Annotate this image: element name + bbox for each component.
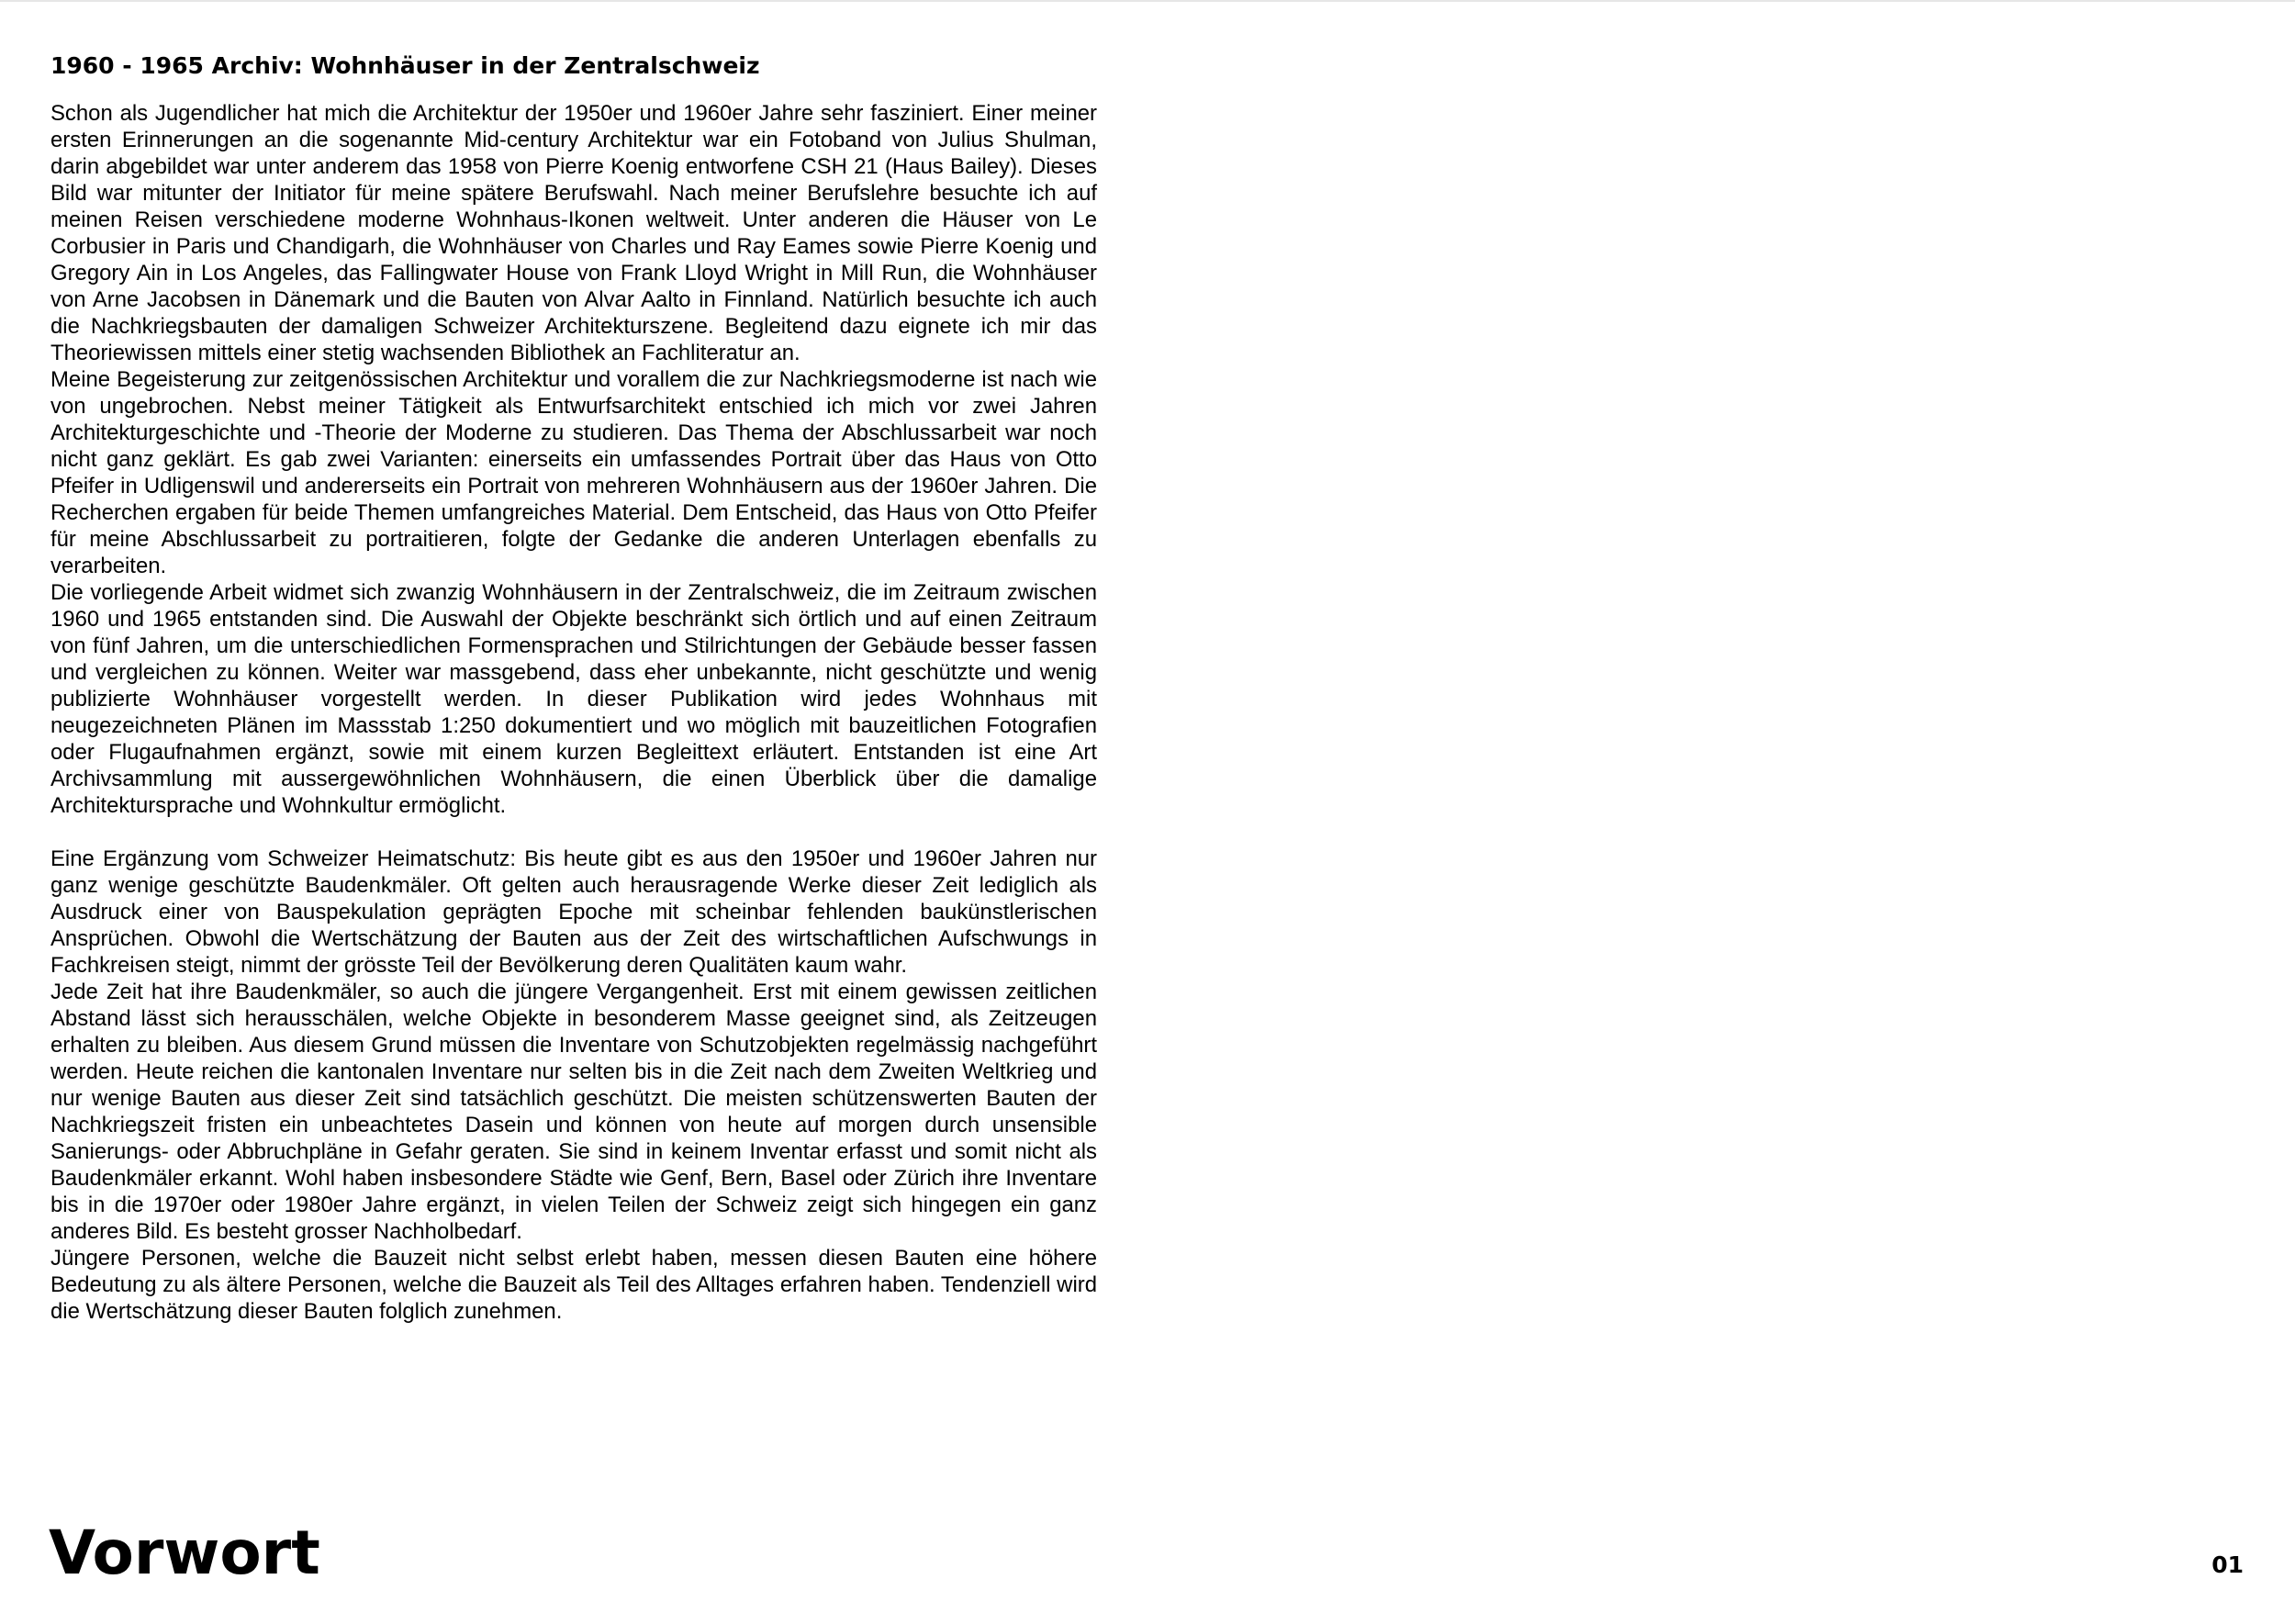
paragraph: Meine Begeisterung zur zeitgenössischen Architektur und vorallem die zur Nachkriegsmoderne ist nach wie von ungebrochen. Nebst meiner Tätigkeit als Entwurfsarchitekt entschied ich mich vor zwei Jahren Architekturgeschichte und -Theorie der Moderne zu studieren. Das Thema der Abschlussarbeit war noch nicht ganz geklärt. Es gab zwei Varianten: einerseits ein umfassendes Portrait über das Haus von Otto Pfeifer in Udligenswil und andererseits ein Portrait von mehreren Wohnhäusern aus der 1960er Jahren. Die Recherchen ergaben für beide Themen umfangreiches Material. Dem Entscheid, das Haus von Otto Pfeifer für meine Abschlussarbeit zu portraitieren, folgte der Gedanke die anderen Unterlagen ebenfalls zu verarbeiten. — [50, 367, 1097, 578]
paragraph: Jede Zeit hat ihre Baudenkmäler, so auch die jüngere Vergangenheit. Erst mit einem gewissen zeitlichen Abstand lässt sich herausschälen, welche Objekte in besonderem Masse geeignet sind, als Zeitzeugen erhalten zu bleiben. Aus diesem Grund müssen die Inventare von Schutzobjekten regelmässig nachgeführt werden. Heute reichen die kantonalen Inventare nur selten bis in die Zeit nach dem Zweiten Weltkrieg und nur wenige Bauten aus dieser Zeit sind tatsächlich geschützt. Die meisten schützenswerten Bauten der Nachkriegszeit fristen ein unbeachtetes Dasein und können von heute auf morgen durch unsensible Sanierungs- oder Abbruchpläne in Gefahr geraten. Sie sind in keinem Inventar erfasst und somit nicht als Baudenkmäler erkannt. Wohl haben insbesondere Städte wie Genf, Bern, Basel oder Zürich ihre Inventare bis in die 1970er oder 1980er Jahre ergänzt, in vielen Teilen der Schweiz zeigt sich hingegen ein ganz anderes Bild. Es besteht grosser Nachholbedarf. — [50, 980, 1097, 1244]
text-column — [50, 52, 1097, 1325]
top-divider — [0, 0, 2295, 2]
paragraph: Die vorliegende Arbeit widmet sich zwanzig Wohnhäusern in der Zentralschweiz, die im Zeitraum zwischen 1960 und 1965 entstanden sind. Die Auswahl der Objekte beschränkt sich örtlich und auf einen Zeitraum von fünf Jahren, um die unterschiedlichen Formensprachen und Stilrichtungen der Gebäude besser fassen und vergleichen zu können. Weiter war massgebend, dass eher unbekannte, nicht geschützte und wenig publizierte Wohnhäuser vorgestellt werden. In dieser Publikation wird jedes Wohnhaus mit neugezeichneten Plänen im Massstab 1:250 dokumentiert und wo möglich mit bauzeitlichen Fotografien oder Flugaufnahmen ergänzt, sowie mit einem kurzen Begleittext erläutert. Entstanden ist eine Art Archivsammlung mit aussergewöhnlichen Wohnhäusern, die einen Überblick über die damalige Architektursprache und Wohnkultur ermöglicht. — [50, 580, 1097, 818]
section-title: Vorwort — [49, 1518, 320, 1588]
paragraph: Jüngere Personen, welche die Bauzeit nicht selbst erlebt haben, messen diesen Bauten eine höhere Bedeutung zu als ältere Personen, welche die Bauzeit als Teil des Alltages erfahren haben. Tendenziell wird die Wertschätzung dieser Bauten folglich zunehmen. — [50, 1246, 1097, 1324]
paragraph: Eine Ergänzung vom Schweizer Heimatschutz: Bis heute gibt es aus den 1950er und 1960er Jahren nur ganz wenige geschützte Baudenkmäler. Oft gelten auch herausragende Werke dieser Zeit lediglich als Ausdruck einer von Bauspekulation geprägten Epoche mit scheinbar fehlenden baukünstlerischen Ansprüchen. Obwohl die Wertschätzung der Bauten aus der Zeit des wirtschaftlichen Aufschwungs in Fachkreisen steigt, nimmt der grösste Teil der Bevölkerung deren Qualitäten kaum wahr. — [50, 846, 1097, 978]
text-section-heimatschutz — [50, 846, 1097, 1325]
paragraph: Schon als Jugendlicher hat mich die Architektur der 1950er und 1960er Jahre sehr fasziniert. Einer meiner ersten Erinnerungen an die sogenannte Mid-century Architektur war ein Fotoband von Julius Shulman, darin abgebildet war unter anderem das 1958 von Pierre Koenig entworfene CSH 21 (Haus Bailey). Dieses Bild war mitunter der Initiator für meine spätere Berufswahl. Nach meiner Berufslehre besuchte ich auf meinen Reisen verschiedene moderne Wohnhaus-Ikonen weltweit. Unter anderen die Häuser von Le Corbusier in Paris und Chandigarh, die Wohnhäuser von Charles und Ray Eames sowie Pierre Koenig und Gregory Ain in Los Angeles, das Fallingwater House von Frank Lloyd Wright in Mill Run, die Wohnhäuser von Arne Jacobsen in Dänemark und die Bauten von Alvar Aalto in Finnland. Natürlich besuchte ich auch die Nachkriegsbauten der damaligen Schweizer Architekturszene. Begleitend dazu eignete ich mir das Theoriewissen mittels einer stetig wachsenden Bibliothek an Fachliteratur an. — [50, 101, 1097, 365]
text-section-intro — [50, 100, 1097, 819]
page-heading: 1960 - 1965 Archiv: Wohnhäuser in der Zentralschweiz — [50, 52, 760, 79]
page-number: 01 — [2211, 1551, 2244, 1578]
